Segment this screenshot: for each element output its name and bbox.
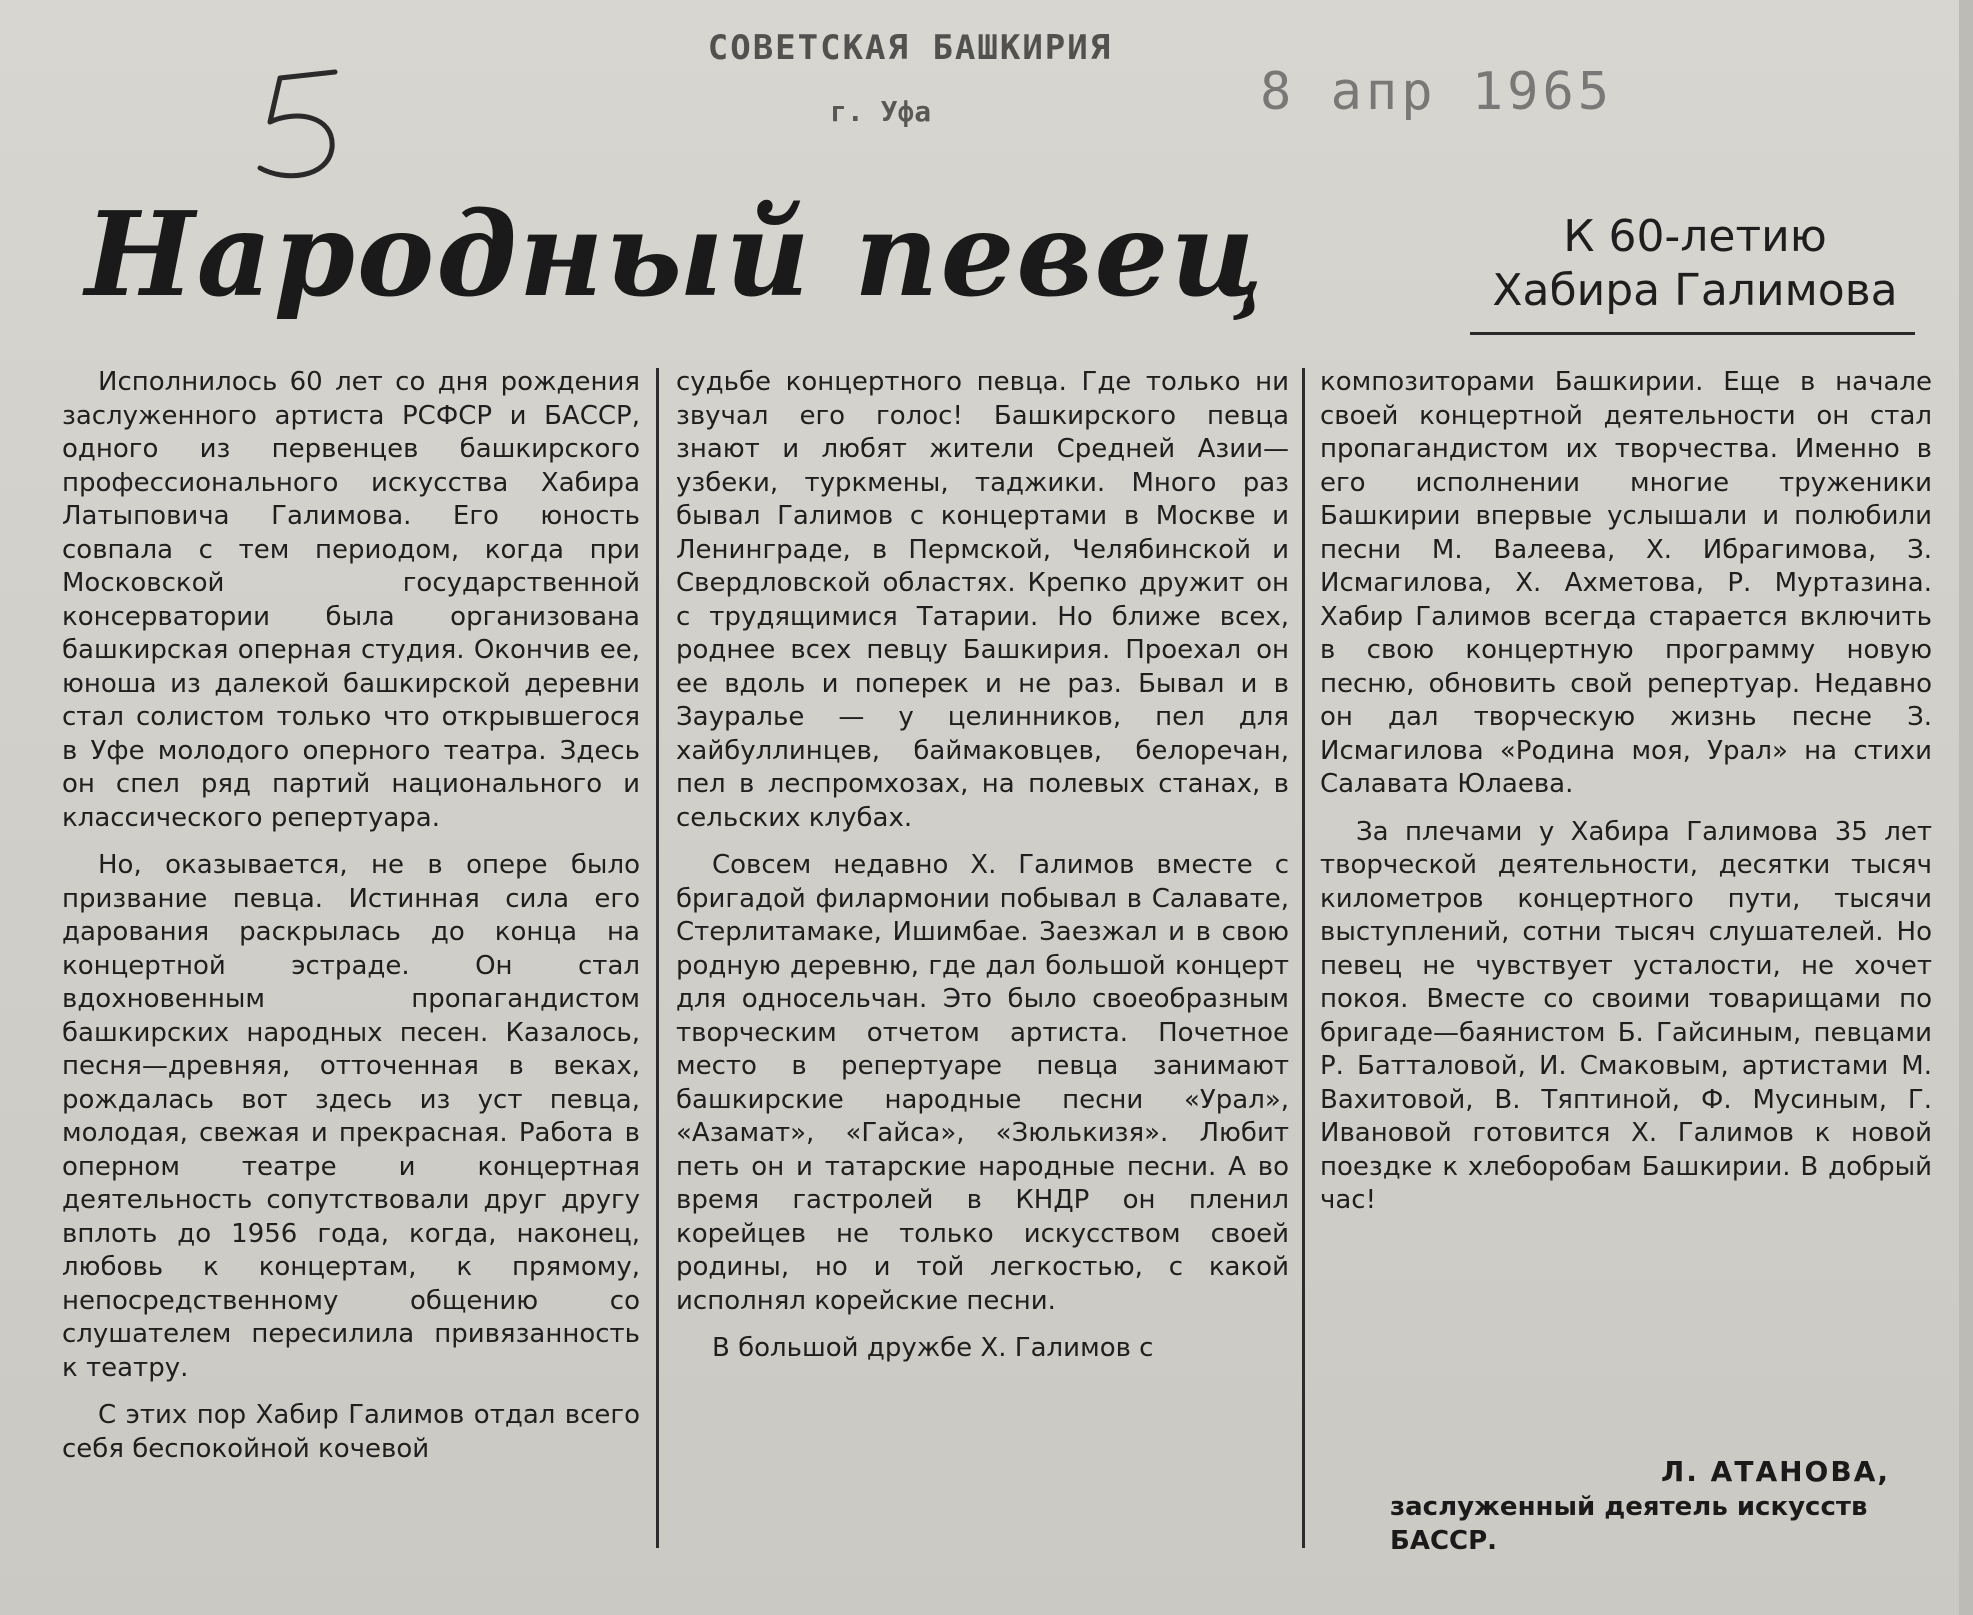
paragraph: судьбе концертного певца. Где только ни звучал его голос! Башкирского певца знают и любят жители Средней Азии—узбеки, туркмены, таджики. Много раз бывал Галимов с концертами в Москве и Ленинграде, в Пермской, Челябинской и Свердловской областях. Крепко дружит он с трудящимися Татарии. Но ближе всех, роднее всех певцу Башкирия. Проехал он ее вдоль и поперек и не раз. Бывал и в Зауралье — у целинников, пел для хайбуллинцев, баймаковцев, белоречан, пел в леспромхозах, на полевых станах, в сельских клубах. bbox=[676, 367, 1289, 833]
author-title: заслуженный деятель искусств БАССР. bbox=[1390, 1492, 1868, 1556]
newspaper-name-stamp: СОВЕТСКАЯ БАШКИРИЯ bbox=[707, 28, 1113, 68]
paragraph: В большой дружбе Х. Галимов с bbox=[712, 1333, 1154, 1363]
paragraph: С этих пор Хабир Галимов отдал всего себя беспокойной кочевой bbox=[62, 1400, 640, 1464]
article-column-1 bbox=[62, 366, 640, 1466]
article-subtitle bbox=[1460, 210, 1930, 318]
article-headline: Народный певец bbox=[85, 187, 1266, 323]
paragraph: Совсем недавно Х. Галимов вместе с бригадой филармонии побывал в Салавате, Стерлитамаке, Ишимбае. Заезжал и в свою родную деревню, где дал большой концерт для односельчан. Это было своеобразным творческим отчетом артиста. Почетное место в репертуаре певца занимают башкирские народные песни «Урал», «Азамат», «Гайса», «Зюлькизя». Любит петь он и татарские народные песни. А во время гастролей в КНДР он пленил корейцев не только искусством своей родины, но и той легкостью, с какой исполнял корейские песни. bbox=[676, 850, 1289, 1316]
handwritten-number-mark bbox=[240, 60, 360, 190]
date-stamp: 8 апр 1965 bbox=[1260, 62, 1614, 122]
city-stamp: г. Уфа bbox=[830, 95, 932, 128]
article-column-3 bbox=[1320, 366, 1932, 1218]
paragraph: Исполнилось 60 лет со дня рождения заслуженного артиста РСФСР и БАССР, одного из первенцев башкирского профессионального искусства Хабира Латыповича Галимова. Его юность совпала с тем периодом, когда при Московской государственной консерватории была организована башкирская оперная студия. Окончив ее, юноша из далекой башкирской деревни стал солистом только что открывшегося в Уфе молодого оперного театра. Здесь он спел ряд партий национального и классического репертуара. bbox=[62, 367, 640, 833]
column-divider bbox=[1302, 368, 1305, 1548]
author-name: Л. АТАНОВА, bbox=[1661, 1455, 1890, 1488]
article-column-2 bbox=[676, 366, 1289, 1366]
subtitle-underline bbox=[1470, 332, 1915, 335]
paragraph: композиторами Башкирии. Еще в начале своей концертной деятельности он стал пропагандистом их творчества. Именно в его исполнении многие труженики Башкирии впервые услышали и полюбили песни М. Валеева, Х. Ибрагимова, З. Исмагилова, Х. Ахметова, Р. Муртазина. Хабир Галимов всегда старается включить в свою концертную программу новую песню, обновить свой репертуар. Недавно он дал творческую жизнь песне З. Исмагилова «Родина моя, Урал» на стихи Салавата Юлаева. bbox=[1320, 367, 1932, 799]
paragraph: Но, оказывается, не в опере было призвание певца. Истинная сила его дарования раскрылась до конца на концертной эстраде. Он стал вдохновенным пропагандистом башкирских народных песен. Казалось, песня—древняя, отточенная в веках, рождалась вот здесь из уст певца, молодая, свежая и прекрасная. Работа в оперном театре и концертная деятельность сопутствовали друг другу вплоть до 1956 года, когда, наконец, любовь к концертам, к прямому, непосредственному общению со слушателем пересилила привязанность к театру. bbox=[62, 850, 640, 1383]
paragraph: За плечами у Хабира Галимова 35 лет творческой деятельности, десятки тысяч километров концертного пути, тысячи выступлений, сотни тысяч слушателей. Но певец не чувствует усталости, не хочет покоя. Вместе со своими товарищами по бригаде—баянистом Б. Гайсиным, певцами Р. Батталовой, И. Смаковым, артистами М. Вахитовой, В. Тяптиной, Ф. Мусиным, Г. Ивановой готовится Х. Галимов к новой поездке к хлеборобам Башкирии. В добрый час! bbox=[1320, 816, 1932, 1215]
subtitle-line-2: Хабира Галимова bbox=[1492, 265, 1898, 316]
column-divider bbox=[656, 368, 659, 1548]
subtitle-line-1: К 60-летию bbox=[1563, 211, 1827, 262]
